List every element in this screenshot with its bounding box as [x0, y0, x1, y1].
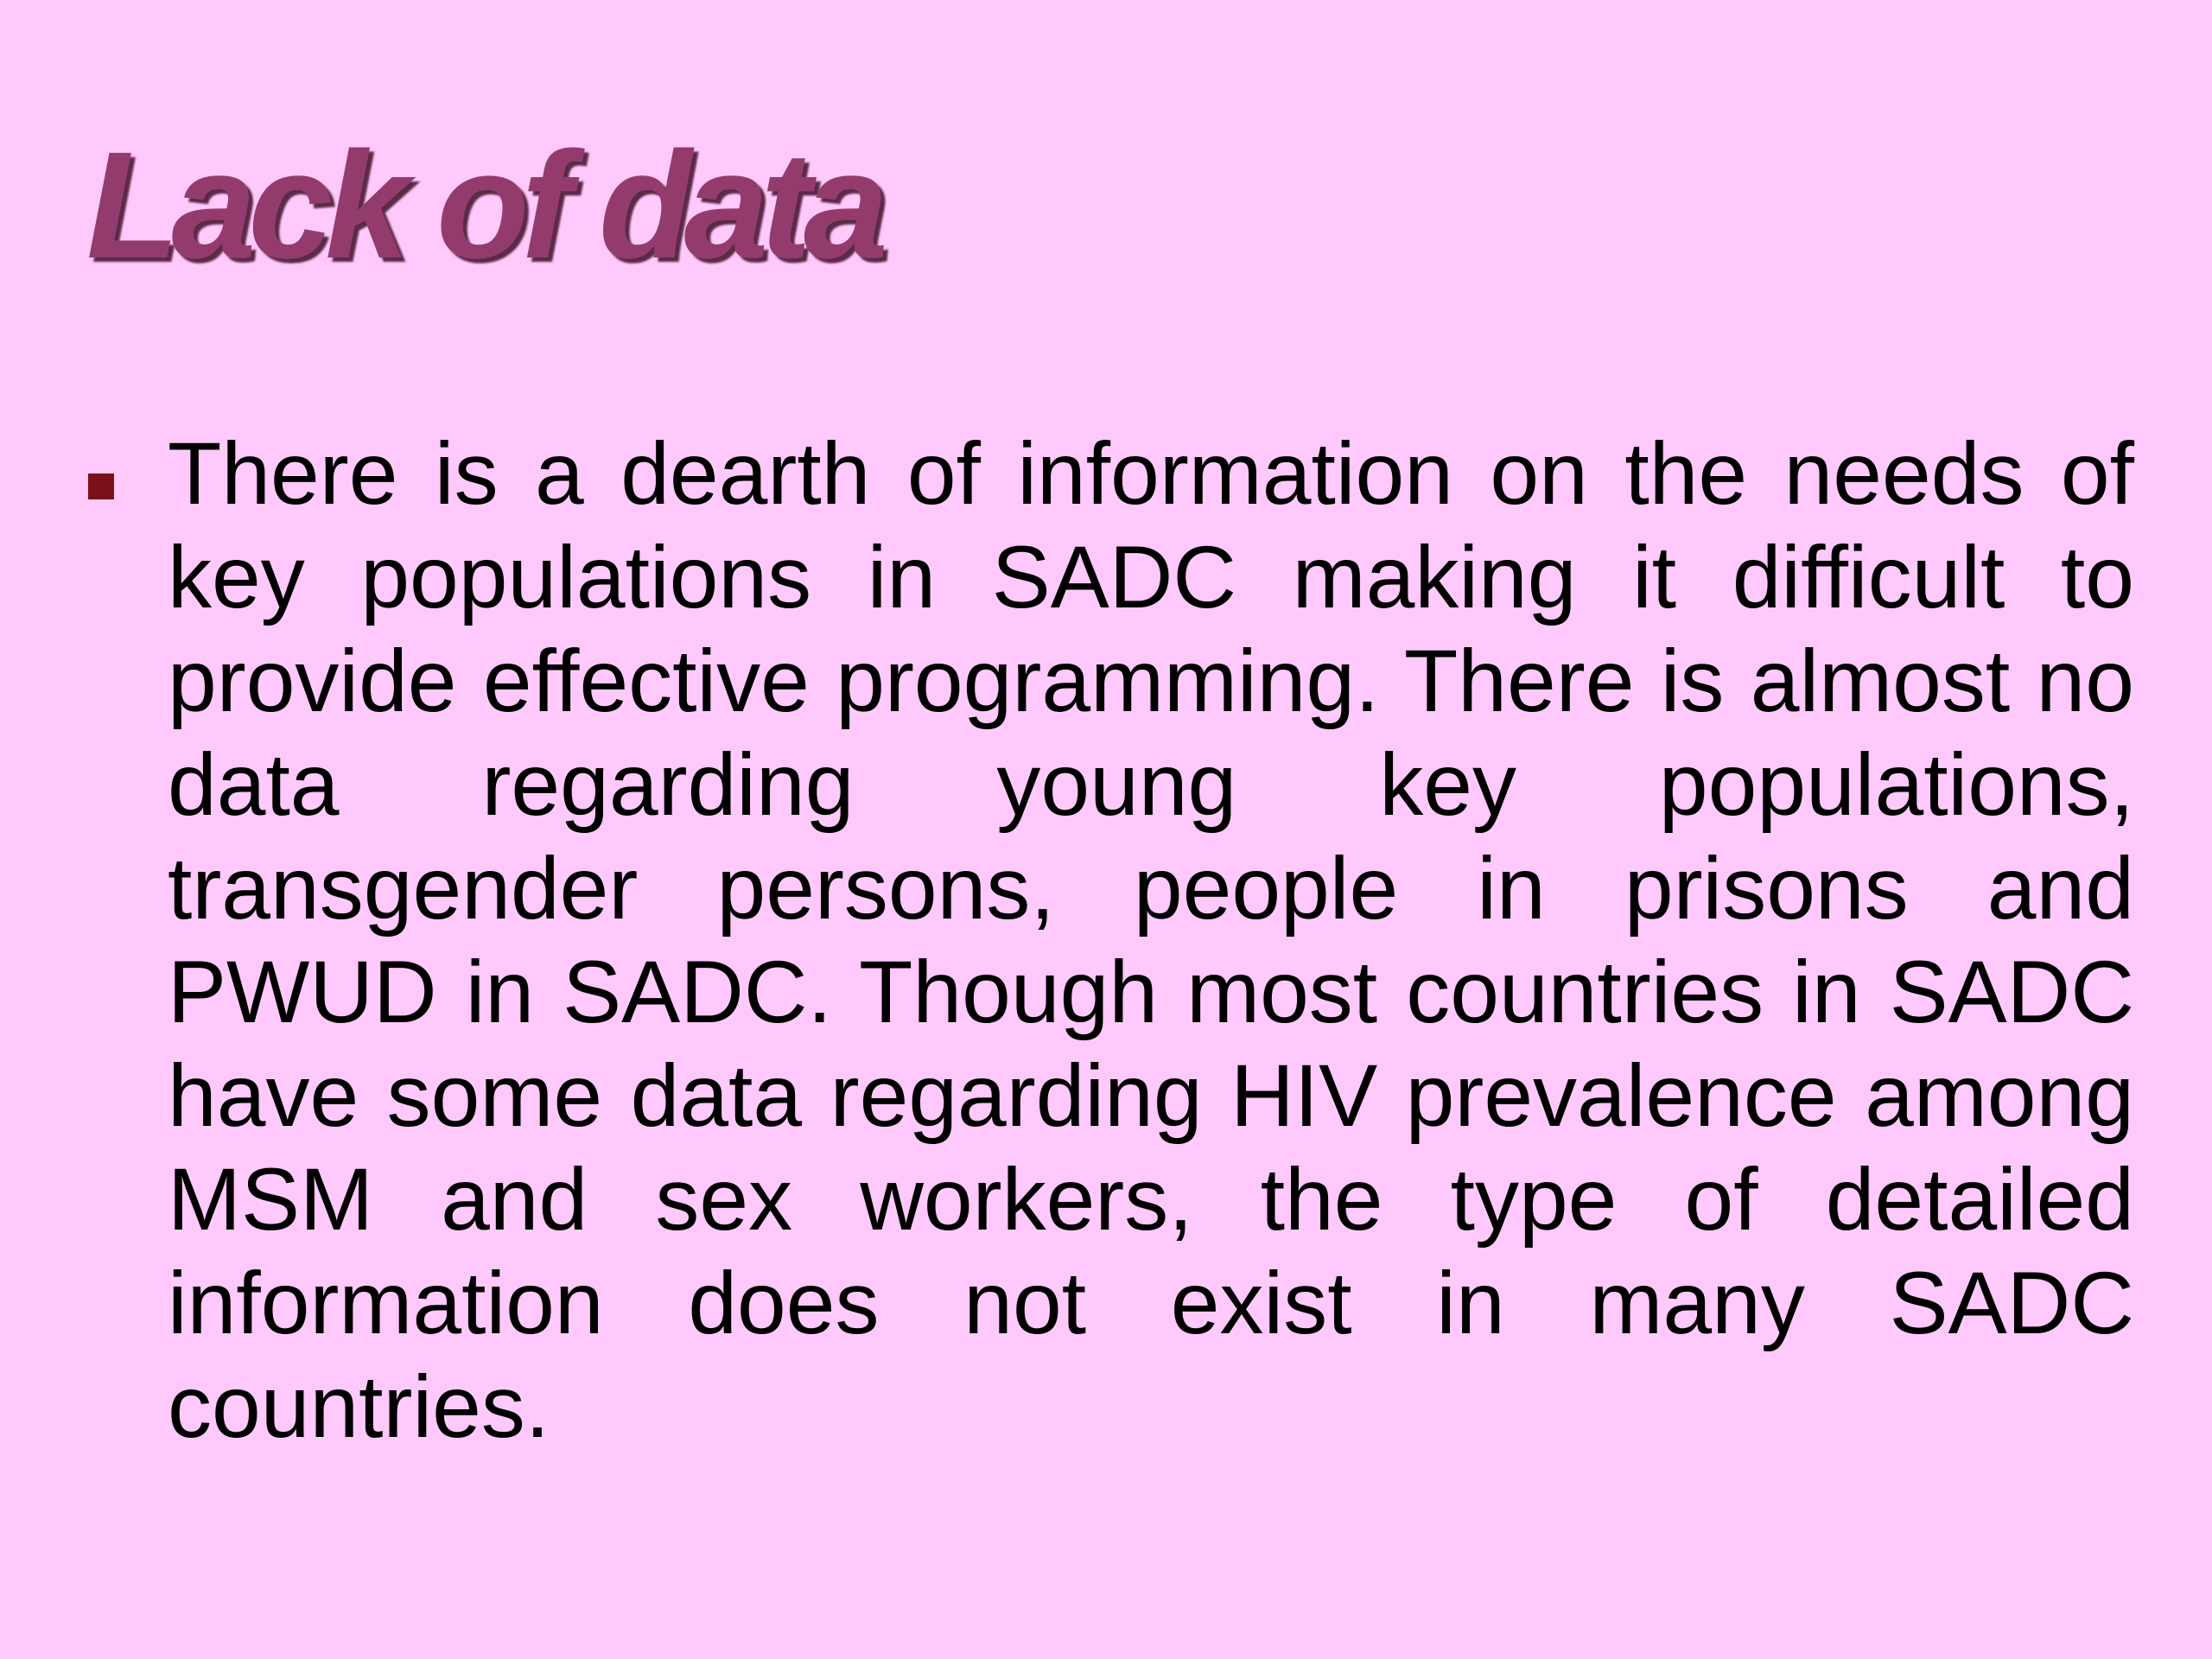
bullet-text: There is a dearth of information on the needs of key populations in SADC making it difficult to provide effective programming. There is almost no data regarding young key populations, transgender persons, people in prisons and PWUD in SADC. Though most countries in SADC have some data regarding HIV prevalence among MSM and sex workers, the type of detailed information does not exist in many SADC countries.	[168, 424, 2134, 1456]
slide-title: Lack of data	[86, 121, 880, 290]
bullet-list	[86, 422, 2134, 1459]
square-bullet-icon	[88, 474, 114, 499]
bullet-item	[86, 422, 2134, 1459]
